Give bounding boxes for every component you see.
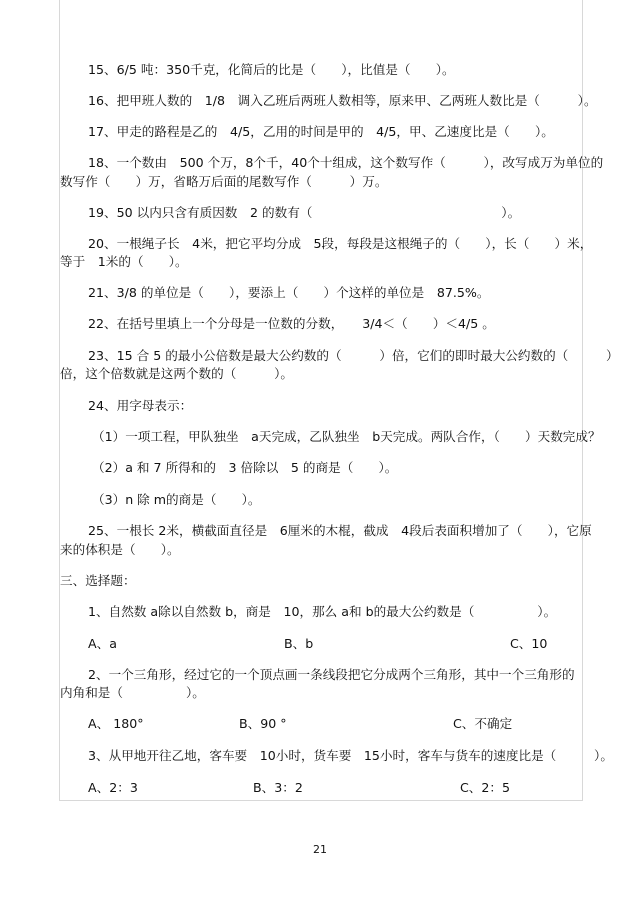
question-18-line1: 18、一个数由 500 个万，8个千，40个十组成，这个数写作（ ），改写成万为单位的 bbox=[88, 155, 604, 170]
choice-question-1: 1、自然数 a除以自然数 b，商是 10，那么 a和 b的最大公约数是（ ）。 bbox=[88, 604, 557, 619]
document-page bbox=[59, 0, 619, 801]
choice-1-option-c: C、10 bbox=[510, 636, 548, 651]
question-22: 22、在括号里填上一个分母是一位数的分数， 3/4＜（ ）＜4/5 。 bbox=[88, 316, 495, 331]
question-24-part2: （2）a 和 7 所得和的 3 倍除以 5 的商是（ ）。 bbox=[92, 460, 398, 475]
question-23-line2: 倍，这个倍数就是这两个数的（ ）。 bbox=[60, 366, 293, 381]
question-16: 16、把甲班人数的 1/8 调入乙班后两班人数相等，原来甲、乙两班人数比是（ ）。 bbox=[88, 93, 597, 108]
question-18-line2: 数写作（ ）万，省略万后面的尾数写作（ ）万。 bbox=[60, 174, 388, 189]
choice-question-2-line2: 内角和是（ ）。 bbox=[60, 685, 205, 700]
choice-2-option-c: C、不确定 bbox=[453, 716, 513, 731]
question-23-line1: 23、15 合 5 的最小公倍数是最大公约数的（ ）倍，它们的即时最大公约数的（ ） bbox=[88, 348, 619, 363]
question-25-line2: 来的体积是（ ）。 bbox=[60, 542, 180, 557]
choice-3-option-c: C、2：5 bbox=[460, 780, 511, 795]
page-number: 21 bbox=[313, 843, 327, 856]
question-17: 17、甲走的路程是乙的 4/5，乙用的时间是甲的 4/5，甲、乙速度比是（ ）。 bbox=[88, 124, 554, 139]
question-25-line1: 25、一根长 2米，横截面直径是 6厘米的木棍，截成 4段后表面积增加了（ ），它原 bbox=[88, 523, 592, 538]
choice-2-option-a: A、 180° bbox=[88, 716, 144, 731]
choice-1-option-b: B、b bbox=[284, 636, 314, 651]
section-heading-choice: 三、选择题： bbox=[60, 573, 136, 588]
choice-question-3: 3、从甲地开往乙地，客车要 10小时，货车要 15小时，客车与货车的速度比是（ ）。 bbox=[88, 748, 613, 763]
question-24-part1: （1）一项工程，甲队独坐 a天完成，乙队独坐 b天完成。两队合作，（ ）天数完成？ bbox=[92, 429, 601, 444]
question-15: 15、6/5 吨：350千克，化简后的比是（ ），比值是（ ）。 bbox=[88, 62, 455, 77]
choice-3-option-b: B、3：2 bbox=[253, 780, 303, 795]
question-19: 19、50 以内只含有质因数 2 的数有（ ）。 bbox=[88, 205, 521, 220]
choice-1-option-a: A、a bbox=[88, 636, 117, 651]
choice-question-2-line1: 2、一个三角形，经过它的一个顶点画一条线段把它分成两个三角形，其中一个三角形的 bbox=[88, 667, 575, 682]
question-24-part3: （3）n 除 m的商是（ ）。 bbox=[92, 492, 261, 507]
question-24: 24、用字母表示： bbox=[88, 398, 193, 413]
question-21: 21、3/8 的单位是（ ），要添上（ ）个这样的单位是 87.5%。 bbox=[88, 285, 490, 300]
question-20-line2: 等于 1米的（ ）。 bbox=[60, 254, 188, 269]
choice-3-option-a: A、2：3 bbox=[88, 780, 138, 795]
choice-2-option-b: B、90 ° bbox=[239, 716, 287, 731]
question-20-line1: 20、一根绳子长 4米，把它平均分成 5段，每段是这根绳子的（ ），长（ ）米， bbox=[88, 236, 593, 251]
